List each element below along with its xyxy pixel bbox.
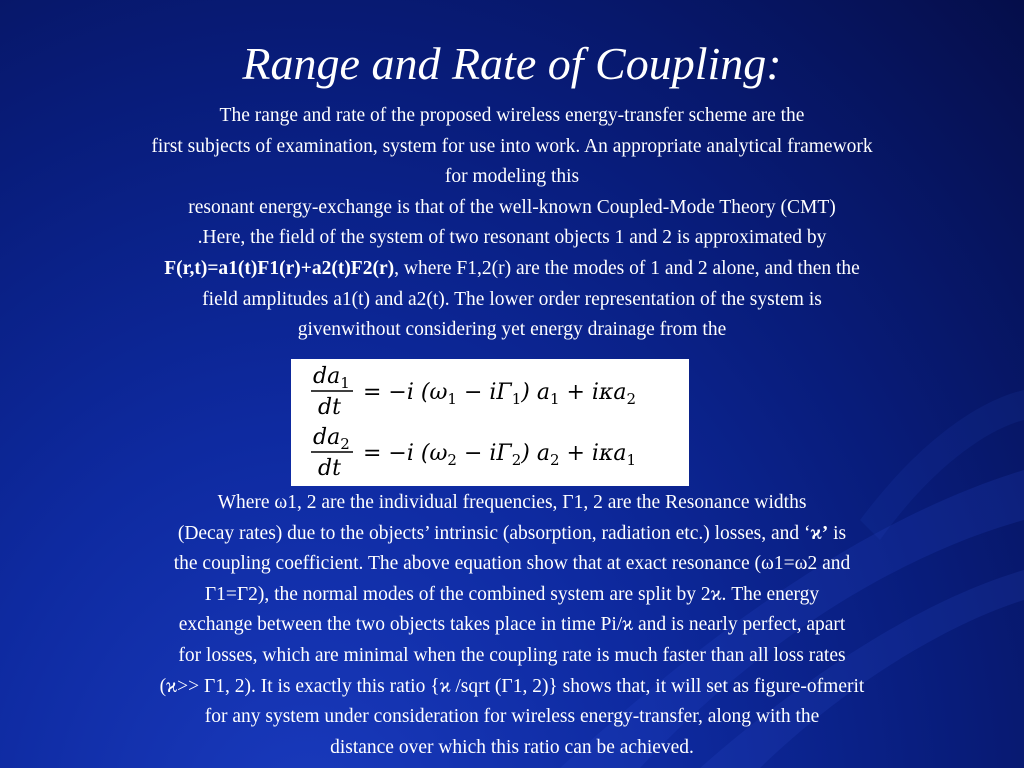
svg-text:da2 [313,425,350,453]
eq2-rhs-d-sub: 1 [626,451,637,469]
text-line: (ϰ>> Γ1, 2). It is exactly this ratio {ϰ /sqrt (Γ1, 2)} shows that, it will set as figure-ofmerit [159,675,865,697]
text-line: distance over which this ratio can be achieved. [330,736,694,758]
text-segment: (Decay rates) due to the objects’ intrinsic (absorption, radiation etc.) losses, and ‘ [177,522,811,544]
eq2-rhs-b: − iΓ [456,441,512,466]
svg-text:da1 [313,364,350,392]
text-line: Where ω1, 2 are the individual frequencies, Γ1, 2 are the Resonance widths [217,492,807,513]
eq1-rhs-b: − iΓ [456,380,512,405]
text-line: field amplitudes a1(t) and a2(t). The lower order representation of the system is [202,288,822,310]
eq1-lhs-denominator: dt [318,395,341,420]
eq1-rhs-c-sub: 1 [549,390,560,408]
text-line: exchange between the two objects takes place in time Pi/ϰ and is nearly perfect, apart [178,614,846,636]
text-line: .Here, the field of the system of two resonant objects 1 and 2 is approximated by [197,227,827,249]
equation-1 [311,364,636,420]
text-line: Γ1=Γ2), the normal modes of the combined system are split by 2ϰ. The energy [204,583,820,605]
eq2-lhs-numerator: da [313,425,341,450]
eq2-rhs-c-sub: 2 [549,451,560,469]
text-line: resonant energy-exchange is that of the well-known Coupled-Mode Theory (CMT) [188,196,836,218]
eq1-rhs-c: ) a [521,380,550,405]
eq2-lhs-denominator: dt [318,456,341,481]
svg-text:= −i (ω1 − iΓ1) a1 + iκa2 [363,380,636,408]
text-segment: is [828,522,847,544]
explanation-paragraph [20,488,1004,763]
eq1-rhs-d: + iκa [559,380,627,405]
text-line: for modeling this [444,166,580,188]
eq1-rhs-b-sub: 1 [511,390,522,408]
field-formula: F(r,t)=a1(t)F1(r)+a2(t)F2(r) [164,257,395,279]
kappa-symbol: ϰ’ [810,522,829,544]
eq2-rhs-b-sub: 2 [511,451,522,469]
svg-text:= −i (ω2 − iΓ2) a2 + iκa1 [363,441,636,469]
intro-paragraph [20,101,1004,346]
equation-2 [311,425,636,481]
text-line: the coupling coefficient. The above equation show that at exact resonance (ω1=ω2 and [173,553,851,575]
eq1-lhs-numerator-sub: 1 [340,374,350,392]
formula-description: , where F1,2(r) are the modes of 1 and 2 alone, and then the [394,257,860,279]
text-line: for any system under consideration for wireless energy-transfer, along with the [204,706,820,728]
coupled-mode-equations [291,359,689,486]
formula-line [20,254,1004,285]
eq2-rhs-c: ) a [521,441,550,466]
text-line: The range and rate of the proposed wireless energy-transfer scheme are the [219,105,805,126]
text-line: givenwithout considering yet energy drainage from the [297,319,727,341]
eq1-lhs-numerator: da [313,364,341,389]
eq2-rhs-a: = −i (ω [363,441,448,466]
eq1-rhs-d-sub: 2 [626,390,637,408]
text-line [20,519,1004,550]
eq1-rhs-a: = −i (ω [363,380,448,405]
eq2-rhs-a-sub: 2 [447,451,457,469]
eq2-rhs-d: + iκa [559,441,627,466]
slide-title: Range and Rate of Coupling: [242,38,782,89]
eq1-rhs-a-sub: 1 [447,390,457,408]
text-line: first subjects of examination, system for use into work. An appropriate analytical framework [151,135,873,157]
text-line: for losses, which are minimal when the coupling rate is much faster than all loss rates [178,644,846,666]
eq2-lhs-numerator-sub: 2 [340,435,350,453]
